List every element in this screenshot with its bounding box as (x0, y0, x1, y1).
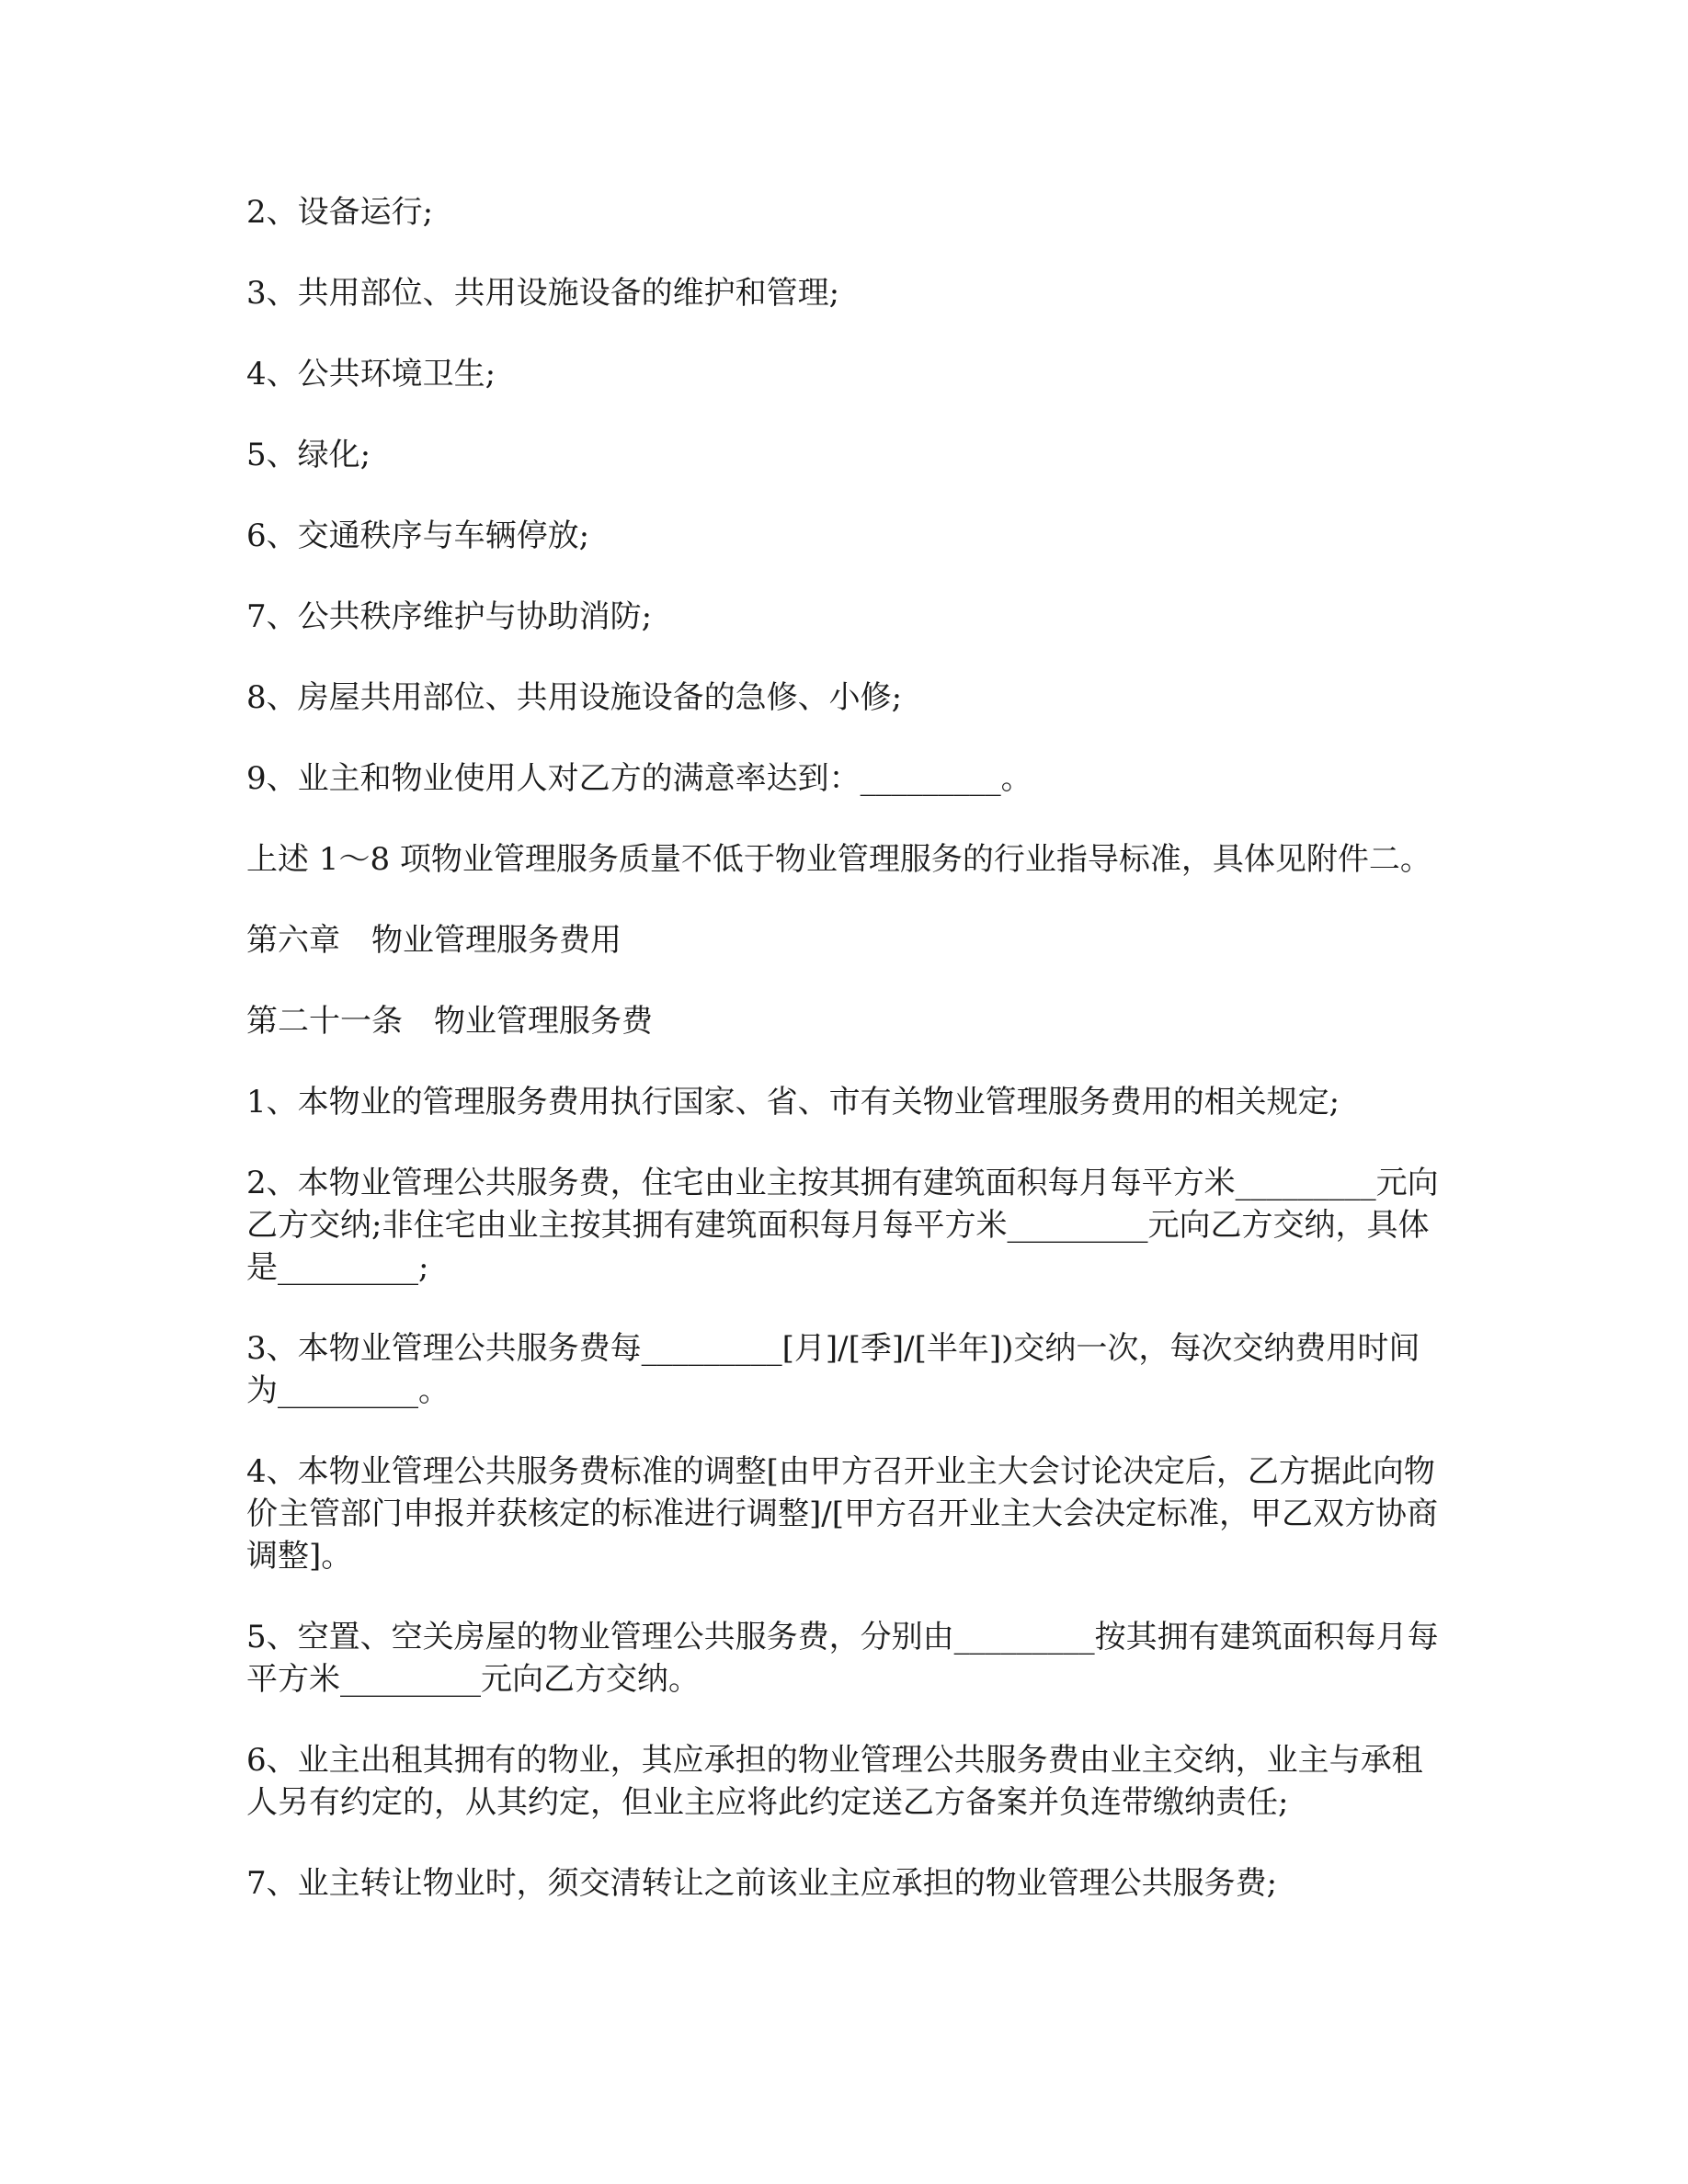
list-item-public-order: 7、公共秩序维护与协助消防; (246, 598, 653, 635)
document-body (246, 191, 1442, 1943)
fee-clause-1: 1、本物业的管理服务费用执行国家、省、市有关物业管理服务费用的相关规定; (246, 1084, 1340, 1120)
fee-clause-2: 2、本物业管理公共服务费，住宅由业主按其拥有建筑面积每月每平方米_________元向乙方交纳;非住宅由业主按其拥有建筑面积每月每平方米_________元向乙方交纳，具体是_________; (246, 1165, 1439, 1286)
fee-clause-6: 6、业主出租其拥有的物业，其应承担的物业管理公共服务费由业主交纳，业主与承租人另有约定的，从其约定，但业主应将此约定送乙方备案并负连带缴纳责任; (246, 1742, 1423, 1821)
list-item-traffic-parking: 6、交通秩序与车辆停放; (246, 518, 590, 554)
list-item-public-hygiene: 4、公共环境卫生; (246, 356, 496, 392)
fee-clause-7: 7、业主转让物业时，须交清转让之前该业主应承担的物业管理公共服务费; (246, 1865, 1278, 1902)
fee-clause-3: 3、本物业管理公共服务费每_________[月]/[季]/[半年])交纳一次，每次交纳费用时间为_________。 (246, 1330, 1420, 1409)
article-heading: 第二十一条 物业管理服务费 (246, 1003, 653, 1040)
list-item-shared-facilities: 3、共用部位、共用设施设备的维护和管理; (246, 275, 840, 312)
quality-standard-paragraph: 上述 1～8 项物业管理服务质量不低于物业管理服务的行业指导标准，具体见附件二。 (246, 841, 1431, 878)
fee-clause-4: 4、本物业管理公共服务费标准的调整[由甲方召开业主大会讨论决定后，乙方据此向物价主管部门申报并获核定的标准进行调整]/[甲方召开业主大会决定标准，甲乙双方协商调整]。 (246, 1453, 1438, 1575)
chapter-heading: 第六章 物业管理服务费用 (246, 922, 622, 959)
fee-clause-5: 5、空置、空关房屋的物业管理公共服务费，分别由_________按其拥有建筑面积每月每平方米_________元向乙方交纳。 (246, 1619, 1439, 1698)
list-item-satisfaction-rate: 9、业主和物业使用人对乙方的满意率达到：_________。 (246, 760, 1032, 797)
list-item-repairs: 8、房屋共用部位、共用设施设备的急修、小修; (246, 679, 903, 716)
list-item-equipment-operation: 2、设备运行; (246, 194, 434, 231)
list-item-greening: 5、绿化; (246, 437, 371, 473)
